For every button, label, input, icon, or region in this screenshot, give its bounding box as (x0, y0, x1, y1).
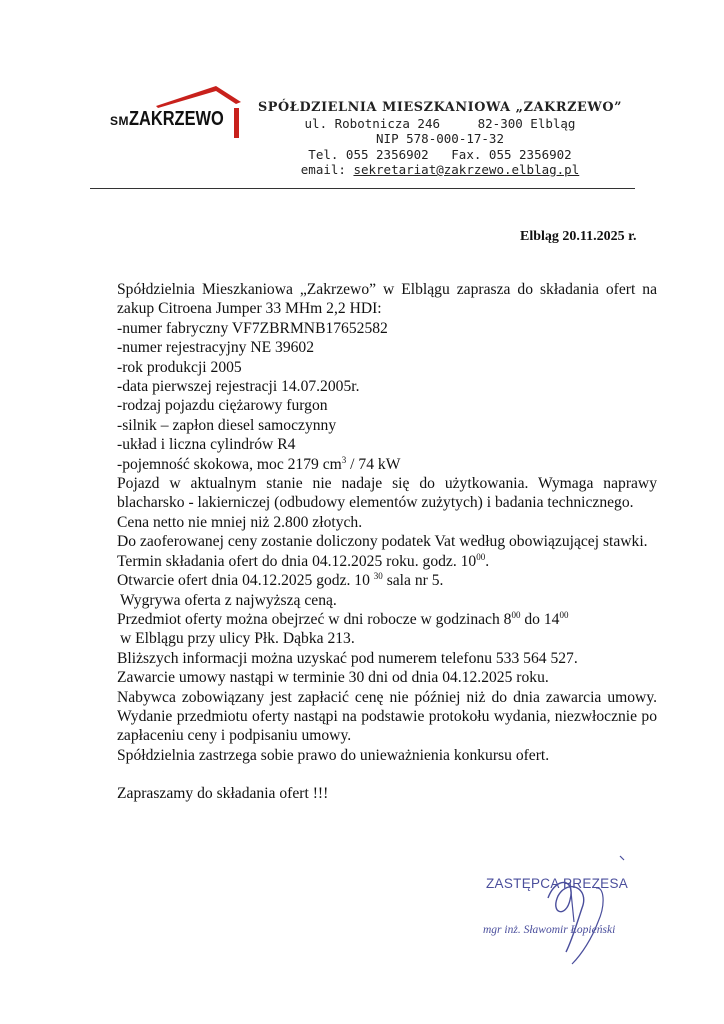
organization-header (240, 100, 640, 178)
viewing-text: Przedmiot oferty można obejrzeć w dni robocze w godzinach 8 (117, 610, 512, 628)
spec-line: -rodzaj pojazdu ciężarowy furgon (117, 397, 328, 415)
organization-phone-fax: Tel. 055 2356902 Fax. 055 2356902 (308, 146, 572, 162)
spacer (117, 765, 657, 784)
spec-line: -rok produkcji 2005 (117, 358, 242, 376)
reserve-line: Spółdzielnia zastrzega sobie prawo do unieważnienia konkursu ofert. (117, 746, 550, 764)
company-logo (108, 84, 244, 140)
signature-stamp (478, 848, 678, 968)
organization-name: SPÓŁDZIELNIA MIESZKANIOWA „ZAKRZEWO” (257, 100, 623, 115)
spec-line: -układ i liczna cylindrów R4 (117, 436, 296, 454)
intro-paragraph: Spółdzielnia Mieszkaniowa „Zakrzewo” w Elblągu zaprasza do składania ofert na zakup Citroena Jumper 33 MHm 2,2 HDI: (117, 281, 657, 318)
signature-name: mgr inż. Sławomir Łopieński (483, 924, 616, 936)
viewing-superscript-start: 00 (511, 609, 521, 620)
email-link[interactable]: sekretariat@zakrzewo.elblag.pl (353, 162, 580, 177)
logo-accent-bar (234, 108, 239, 138)
organization-email-line (240, 162, 640, 178)
deadline-suffix: . (485, 552, 490, 570)
opening-text: Otwarcie ofert dnia 04.12.2025 godz. 10 (117, 572, 374, 590)
organization-nip: NIP 578-000-17-32 (376, 131, 504, 146)
deadline-line (117, 552, 657, 571)
deadline-superscript: 00 (476, 551, 486, 562)
closing-line: Zapraszamy do składania ofert !!! (117, 785, 329, 803)
viewing-superscript-end: 00 (559, 609, 569, 620)
email-label: email: (300, 162, 346, 177)
vat-paragraph: Do zaoferowanej ceny zostanie doliczony podatek Vat według obowiązującej stawki. (117, 533, 648, 551)
payment-paragraph: Nabywca zobowiązany jest zapłacić cenę nie później niż do dnia zawarcia umowy. Wydanie przedmiotu oferty nastąpi na podstawie protokołu wydania, niezwłocznie po zapłaceniu ceny i podpisaniu umowy. (117, 688, 657, 745)
price-line: Cena netto nie mniej niż 2.800 złotych. (117, 513, 363, 531)
logo-text (110, 108, 245, 131)
condition-paragraph: Pojazd w aktualnym stanie nie nadaje się do użytkowania. Wymaga naprawy blacharsko - lakierniczej (odbudowy elementów zużytych) i badania technicznego. (117, 475, 657, 512)
handwritten-signature-icon (478, 848, 678, 968)
capacity-superscript: 3 (341, 454, 347, 465)
signature-title: ZASTĘPCA PREZESA (486, 876, 629, 891)
viewing-line (117, 610, 657, 629)
viewing-mid: do 14 (520, 610, 560, 628)
capacity-power: / 74 kW (346, 455, 401, 473)
viewing-location: w Elblągu przy ulicy Płk. Dąbka 213. (120, 630, 355, 648)
logo-name: ZAKRZEWO (129, 108, 224, 130)
spec-line: -silnik – zapłon diesel samoczynny (117, 416, 337, 434)
letter-body (117, 280, 657, 804)
logo-prefix: SM (110, 114, 129, 128)
deadline-text: Termin składania ofert do dnia 04.12.2025 roku. godz. 10 (117, 552, 477, 570)
spec-line: -data pierwszej rejestracji 14.07.2005r. (117, 378, 360, 396)
document-date: Elbląg 20.11.2025 r. (520, 229, 637, 244)
opening-superscript: 30 (373, 571, 383, 582)
spec-line: -numer rejestracyjny NE 39602 (117, 339, 315, 357)
contract-line: Zawarcie umowy nastąpi w terminie 30 dni od dnia 04.12.2025 roku. (117, 669, 549, 687)
organization-address: ul. Robotnicza 246 82-300 Elbląg (304, 115, 576, 131)
opening-line (117, 571, 657, 590)
opening-suffix: sala nr 5. (382, 572, 444, 590)
capacity-line (117, 455, 657, 474)
spec-line: -numer fabryczny VF7ZBRMNB17652582 (117, 319, 388, 337)
contact-line: Bliższych informacji można uzyskać pod numerem telefonu 533 564 527. (117, 649, 578, 667)
capacity-text: -pojemność skokowa, moc 2179 cm (117, 455, 342, 473)
header-divider (90, 188, 635, 189)
winner-line: Wygrywa oferta z najwyższą ceną. (120, 591, 337, 609)
